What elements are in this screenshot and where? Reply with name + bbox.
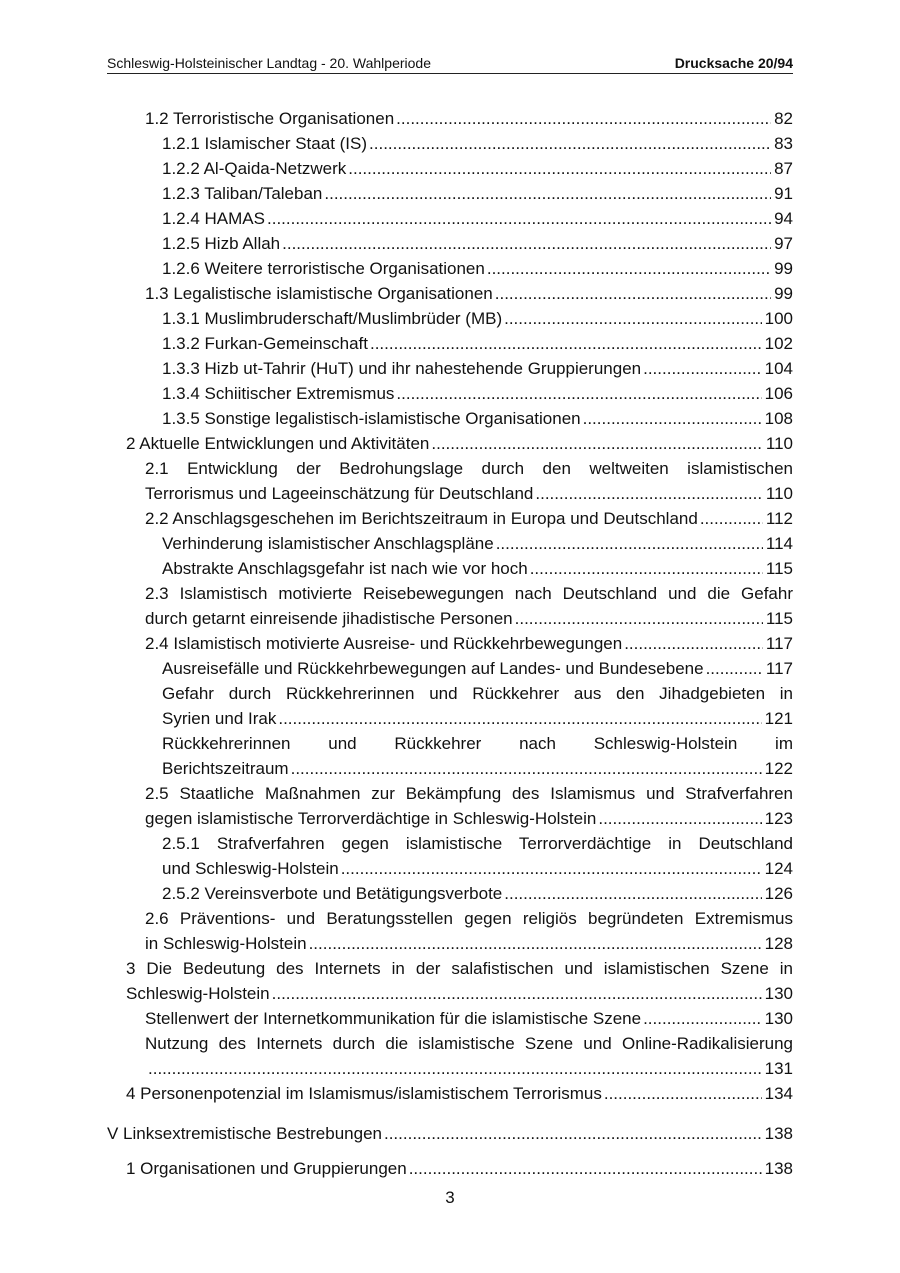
dot-leader bbox=[324, 181, 771, 206]
dot-leader bbox=[370, 331, 762, 356]
dot-leader bbox=[309, 931, 762, 956]
toc-entry[interactable] bbox=[162, 381, 793, 406]
toc-page-number: 126 bbox=[764, 884, 793, 903]
toc-entry[interactable] bbox=[145, 781, 793, 831]
toc-entry-text: 1 Organisationen und Gruppierungen bbox=[126, 1159, 407, 1178]
toc-page-number: 87 bbox=[774, 159, 793, 178]
toc-entry[interactable] bbox=[126, 956, 793, 1006]
toc-page-number: 108 bbox=[764, 409, 793, 428]
toc-entry[interactable] bbox=[126, 1156, 793, 1181]
dot-leader bbox=[706, 656, 763, 681]
dot-leader bbox=[369, 131, 771, 156]
toc-entry-text: 2.6 Präventions- und Beratungsstellen gegen religiös begründeten Extremismus bbox=[145, 909, 793, 928]
toc-entry-text: und Schleswig-Holstein bbox=[162, 859, 339, 878]
toc-page-number: 138 bbox=[764, 1159, 793, 1178]
toc-entry[interactable] bbox=[145, 456, 793, 506]
dot-leader bbox=[504, 306, 762, 331]
toc-page-number: 117 bbox=[765, 659, 793, 678]
toc-entry-text: 1.2.2 Al-Qaida-Netzwerk bbox=[162, 159, 347, 178]
dot-leader bbox=[515, 606, 763, 631]
toc-entry[interactable] bbox=[162, 306, 793, 331]
toc-page-number: 100 bbox=[764, 309, 793, 328]
dot-leader bbox=[643, 1006, 762, 1031]
dot-leader bbox=[282, 231, 771, 256]
header-document-number: Drucksache 20/94 bbox=[674, 55, 793, 71]
dot-leader bbox=[583, 406, 762, 431]
toc-entry-text: Schleswig-Holstein bbox=[126, 984, 270, 1003]
toc-entry[interactable] bbox=[162, 731, 793, 781]
toc-entry-text: 1.3.4 Schiitischer Extremismus bbox=[162, 384, 395, 403]
toc-entry-text: 4 Personenpotenzial im Islamismus/islamistischem Terrorismus bbox=[126, 1084, 602, 1103]
toc-entry[interactable] bbox=[162, 831, 793, 881]
dot-leader bbox=[409, 1156, 762, 1181]
dot-leader bbox=[291, 756, 762, 781]
toc-entry-text: 2.5.1 Strafverfahren gegen islamistische Terrorverdächtige in Deutschland bbox=[162, 834, 793, 853]
toc-page-number: 110 bbox=[765, 484, 793, 503]
toc-page-number: 83 bbox=[774, 134, 793, 153]
toc-entry[interactable] bbox=[145, 581, 793, 631]
toc-entry-text: 1.2.4 HAMAS bbox=[162, 209, 265, 228]
dot-leader bbox=[384, 1121, 762, 1146]
toc-entry[interactable] bbox=[162, 206, 793, 231]
toc-entry[interactable] bbox=[145, 281, 793, 306]
toc-entry-text: Stellenwert der Internetkommunikation für die islamistische Szene bbox=[145, 1009, 642, 1028]
dot-leader bbox=[267, 206, 771, 231]
toc-entry[interactable] bbox=[162, 256, 793, 281]
dot-leader bbox=[431, 431, 763, 456]
toc-entry-text: Syrien und Irak bbox=[162, 709, 277, 728]
dot-leader bbox=[624, 631, 763, 656]
toc-page-number: 94 bbox=[774, 209, 793, 228]
toc-entry-text: Rückkehrerinnen und Rückkehrer nach Schleswig-Holstein im bbox=[162, 734, 793, 753]
toc-entry[interactable] bbox=[145, 906, 793, 956]
toc-page-number: 124 bbox=[764, 859, 793, 878]
dot-leader bbox=[496, 531, 763, 556]
toc-page-number: 99 bbox=[774, 259, 793, 278]
dot-leader bbox=[700, 506, 763, 531]
toc-page-number: 82 bbox=[774, 109, 793, 128]
toc-entry-text: 2 Aktuelle Entwicklungen und Aktivitäten bbox=[126, 434, 430, 453]
dot-leader bbox=[341, 856, 762, 881]
toc-entry-text: 2.1 Entwicklung der Bedrohungslage durch den weltweiten islamistischen bbox=[145, 459, 793, 478]
toc-entry-text: 1.3.3 Hizb ut-Tahrir (HuT) und ihr nahestehende Gruppierungen bbox=[162, 359, 642, 378]
toc-entry-text: 1.3 Legalistische islamistische Organisationen bbox=[145, 284, 493, 303]
toc-entry-text: 2.2 Anschlagsgeschehen im Berichtszeitraum in Europa und Deutschland bbox=[145, 509, 698, 528]
toc-entry-text: 1.3.1 Muslimbruderschaft/Muslimbrüder (MB) bbox=[162, 309, 503, 328]
toc-entry-text: Berichtszeitraum bbox=[162, 759, 289, 778]
toc-entry[interactable] bbox=[162, 181, 793, 206]
toc-entry-text: Gefahr durch Rückkehrerinnen und Rückkehrer aus den Jihadgebieten in bbox=[162, 684, 793, 703]
toc-entry[interactable] bbox=[162, 231, 793, 256]
toc-entry-text: Ausreisefälle und Rückkehrbewegungen auf Landes- und Bundesebene bbox=[162, 659, 704, 678]
dot-leader bbox=[535, 481, 763, 506]
toc-entry[interactable] bbox=[162, 131, 793, 156]
toc-page-number: 99 bbox=[774, 284, 793, 303]
header-title: Schleswig-Holsteinischer Landtag - 20. Wahlperiode bbox=[107, 55, 431, 71]
toc-page-number: 112 bbox=[765, 509, 793, 528]
toc-page-number: 117 bbox=[765, 634, 793, 653]
dot-leader bbox=[495, 281, 771, 306]
toc-entry[interactable] bbox=[162, 556, 793, 581]
toc-entry-text: 1.2.1 Islamischer Staat (IS) bbox=[162, 134, 368, 153]
toc-entry-text: in Schleswig-Holstein bbox=[145, 934, 307, 953]
dot-leader bbox=[148, 1056, 762, 1081]
toc-page-number: 128 bbox=[764, 934, 793, 953]
toc-entry[interactable] bbox=[145, 1031, 793, 1081]
toc-entry[interactable] bbox=[162, 531, 793, 556]
toc-entry-text: 1.2.6 Weitere terroristische Organisationen bbox=[162, 259, 485, 278]
toc-page-number: 138 bbox=[764, 1124, 793, 1143]
toc-entry[interactable] bbox=[162, 681, 793, 731]
toc-page-number: 121 bbox=[764, 709, 793, 728]
toc-entry[interactable] bbox=[107, 1121, 793, 1146]
page-header bbox=[107, 55, 793, 74]
toc-entry-text: Verhinderung islamistischer Anschlagspläne bbox=[162, 534, 494, 553]
toc-entry[interactable] bbox=[162, 156, 793, 181]
toc-page-number: 115 bbox=[765, 609, 793, 628]
toc-entry[interactable] bbox=[126, 1081, 793, 1106]
toc-page-number: 104 bbox=[764, 359, 793, 378]
toc-entry-text: Abstrakte Anschlagsgefahr ist nach wie vor hoch bbox=[162, 559, 528, 578]
toc-entry-text: 1.2 Terroristische Organisationen bbox=[145, 109, 395, 128]
toc-entry-text: durch getarnt einreisende jihadistische Personen bbox=[145, 609, 513, 628]
page-number: 3 bbox=[445, 1188, 455, 1207]
toc-entry[interactable] bbox=[145, 1006, 793, 1031]
toc-entry-text: 3 Die Bedeutung des Internets in der salafistischen und islamistischen Szene in bbox=[126, 959, 793, 978]
dot-leader bbox=[396, 106, 771, 131]
toc-entry-text: Terrorismus und Lageeinschätzung für Deutschland bbox=[145, 484, 534, 503]
toc-entry[interactable] bbox=[145, 631, 793, 656]
dot-leader bbox=[604, 1081, 762, 1106]
dot-leader bbox=[504, 881, 761, 906]
toc-page-number: 122 bbox=[764, 759, 793, 778]
toc-page-number: 123 bbox=[764, 809, 793, 828]
toc-page-number: 130 bbox=[764, 1009, 793, 1028]
toc-entry-text: 2.3 Islamistisch motivierte Reisebewegungen nach Deutschland und die Gefahr bbox=[145, 584, 793, 603]
toc-entry-text: 1.3.5 Sonstige legalistisch-islamistische Organisationen bbox=[162, 409, 581, 428]
toc-entry-text: Nutzung des Internets durch die islamistische Szene und Online-Radikalisierung bbox=[145, 1034, 793, 1053]
toc-page-number: 115 bbox=[765, 559, 793, 578]
toc-page-number: 110 bbox=[765, 434, 793, 453]
toc-entry-text: 2.4 Islamistisch motivierte Ausreise- und Rückkehrbewegungen bbox=[145, 634, 623, 653]
toc-entry[interactable] bbox=[162, 331, 793, 356]
toc-entry-text: 1.2.3 Taliban/Taleban bbox=[162, 184, 323, 203]
dot-leader bbox=[348, 156, 771, 181]
dot-leader bbox=[272, 981, 762, 1006]
dot-leader bbox=[278, 706, 761, 731]
toc-entry-text: 1.2.5 Hizb Allah bbox=[162, 234, 281, 253]
toc-entry-text: 2.5.2 Vereinsverbote und Betätigungsverbote bbox=[162, 884, 503, 903]
toc-entry[interactable] bbox=[162, 881, 793, 906]
toc-entry-text: V Linksextremistische Bestrebungen bbox=[107, 1124, 382, 1143]
toc-entry[interactable] bbox=[145, 106, 793, 131]
toc-page-number: 114 bbox=[765, 534, 793, 553]
dot-leader bbox=[487, 256, 771, 281]
toc-entry[interactable] bbox=[162, 656, 793, 681]
dot-leader bbox=[396, 381, 761, 406]
dot-leader bbox=[530, 556, 763, 581]
toc-page-number: 97 bbox=[774, 234, 793, 253]
toc-page-number: 131 bbox=[764, 1059, 793, 1078]
toc-page-number: 130 bbox=[764, 984, 793, 1003]
toc-entry[interactable] bbox=[162, 356, 793, 381]
dot-leader bbox=[598, 806, 761, 831]
toc-entry[interactable] bbox=[162, 406, 793, 431]
toc-entry-text: gegen islamistische Terrorverdächtige in Schleswig-Holstein bbox=[145, 809, 597, 828]
toc-page-number: 91 bbox=[774, 184, 793, 203]
toc-entry-text: 1.3.2 Furkan-Gemeinschaft bbox=[162, 334, 368, 353]
toc-page-number: 106 bbox=[764, 384, 793, 403]
toc-page-number: 102 bbox=[764, 334, 793, 353]
toc-page-number: 134 bbox=[764, 1084, 793, 1103]
toc-entry[interactable] bbox=[126, 431, 793, 456]
toc-entry-text: 2.5 Staatliche Maßnahmen zur Bekämpfung des Islamismus und Strafverfahren bbox=[145, 784, 793, 803]
dot-leader bbox=[643, 356, 762, 381]
toc-entry[interactable] bbox=[145, 506, 793, 531]
